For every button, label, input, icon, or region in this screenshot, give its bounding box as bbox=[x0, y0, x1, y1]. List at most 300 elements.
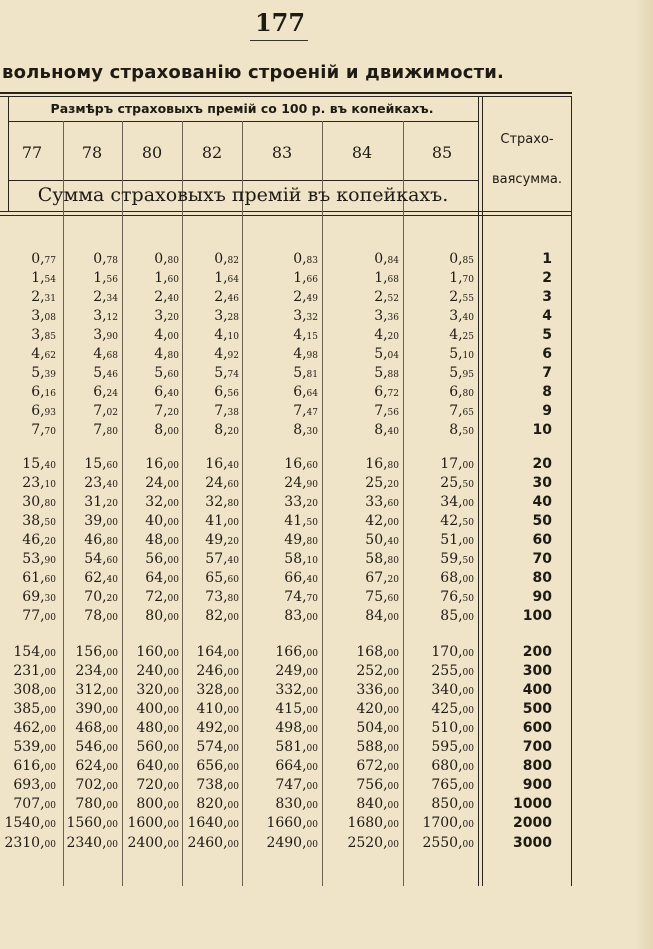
rate-84: 84 bbox=[351, 143, 373, 162]
premium-cell-kopecks: 00 bbox=[167, 782, 179, 793]
premium-cell-kopecks: 00 bbox=[227, 820, 239, 831]
premium-cell-rubles: 581, bbox=[275, 739, 307, 756]
premium-cell-kopecks: 10 bbox=[462, 351, 474, 362]
premium-cell-rubles: 3, bbox=[293, 308, 307, 325]
premium-cell-kopecks: 00 bbox=[387, 725, 399, 736]
page-edge-shadow bbox=[635, 0, 653, 949]
premium-cell-kopecks: 70 bbox=[306, 594, 318, 605]
premium-cell-kopecks: 00 bbox=[227, 613, 239, 624]
premium-cell-kopecks: 36 bbox=[387, 313, 399, 324]
premium-cell-rubles: 34, bbox=[440, 494, 463, 511]
premium-cell-rubles: 74, bbox=[284, 589, 307, 606]
premium-cell-rubles: 154, bbox=[13, 644, 45, 660]
premium-cell-rubles: 1, bbox=[374, 270, 388, 287]
premium-cell-kopecks: 60 bbox=[44, 575, 56, 586]
premium-cell-rubles: 67, bbox=[365, 570, 388, 587]
premium-cell bbox=[319, 269, 399, 287]
premium-cell-kopecks: 25 bbox=[462, 332, 474, 343]
premium-cell-rubles: 3, bbox=[214, 308, 228, 325]
premium-cell-rubles: 5, bbox=[449, 365, 463, 382]
premium-cell-kopecks: 95 bbox=[462, 370, 474, 381]
premium-cell-kopecks: 00 bbox=[227, 839, 239, 850]
premium-cell-kopecks: 72 bbox=[387, 389, 399, 400]
premium-cell-kopecks: 00 bbox=[44, 649, 56, 659]
premium-cell bbox=[394, 455, 474, 473]
premium-cell bbox=[394, 834, 474, 852]
premium-cell-kopecks: 00 bbox=[167, 556, 179, 567]
premium-cell-rubles: 38, bbox=[22, 513, 45, 530]
premium-cell-kopecks: 20 bbox=[167, 408, 179, 419]
premium-cell-kopecks: 34 bbox=[106, 294, 118, 305]
insured-sum-header-line2: ваясумма. bbox=[491, 172, 562, 187]
premium-cell-kopecks: 00 bbox=[387, 820, 399, 831]
insured-sum-cell: 4 bbox=[542, 308, 552, 325]
premium-cell-kopecks: 00 bbox=[227, 687, 239, 698]
insured-sum-cell: 500 bbox=[522, 701, 552, 718]
premium-cell-rubles: 410, bbox=[196, 701, 228, 718]
premium-cell-kopecks: 00 bbox=[462, 668, 474, 679]
premium-cell bbox=[319, 719, 399, 737]
premium-cell-kopecks: 40 bbox=[106, 480, 118, 491]
premium-cell-rubles: 166, bbox=[275, 644, 307, 660]
insured-sum-cell: 1 bbox=[542, 251, 552, 267]
premium-cell-kopecks: 00 bbox=[306, 613, 318, 624]
premium-cell bbox=[394, 326, 474, 344]
premium-cell-rubles: 616, bbox=[13, 758, 45, 775]
premium-cell-rubles: 1660, bbox=[266, 815, 307, 832]
premium-cell-rubles: 16, bbox=[205, 456, 228, 472]
premium-cell bbox=[238, 738, 318, 756]
premium-cell-kopecks: 00 bbox=[462, 687, 474, 698]
premium-cell-kopecks: 00 bbox=[462, 725, 474, 736]
premium-cell-rubles: 3, bbox=[93, 308, 107, 325]
insured-sum-cell: 70 bbox=[532, 551, 552, 568]
premium-cell-kopecks: 00 bbox=[44, 687, 56, 698]
premium-cell-rubles: 24, bbox=[284, 475, 307, 492]
premium-cell bbox=[238, 250, 318, 268]
insured-sum-cell: 90 bbox=[532, 589, 552, 606]
premium-cell-kopecks: 00 bbox=[387, 744, 399, 755]
premium-cell-rubles: 84, bbox=[365, 608, 388, 625]
premium-cell-rubles: 4, bbox=[154, 327, 168, 344]
insured-sum-cell: 800 bbox=[522, 758, 552, 775]
premium-cell-rubles: 85, bbox=[440, 608, 463, 625]
premium-cell bbox=[394, 383, 474, 401]
premium-cell bbox=[319, 569, 399, 587]
premium-cell-rubles: 2490, bbox=[266, 834, 307, 851]
premium-cell-rubles: 1560, bbox=[66, 815, 107, 832]
premium-cell-kopecks: 30 bbox=[44, 594, 56, 605]
premium-cell-rubles: 624, bbox=[75, 758, 107, 775]
premium-cell-rubles: 2400, bbox=[127, 834, 168, 851]
premium-cell-rubles: 6, bbox=[293, 384, 307, 401]
premium-cell-rubles: 61, bbox=[22, 570, 45, 587]
premium-cell-rubles: 492, bbox=[196, 720, 228, 737]
premium-cell-kopecks: 00 bbox=[462, 763, 474, 774]
premium-cell-rubles: 6, bbox=[31, 403, 45, 420]
premium-cell-kopecks: 00 bbox=[167, 820, 179, 831]
premium-cell-rubles: 336, bbox=[356, 682, 388, 699]
premium-cell-kopecks: 00 bbox=[227, 801, 239, 812]
premium-cell-rubles: 340, bbox=[431, 682, 463, 699]
premium-cell bbox=[159, 588, 239, 606]
premium-cell-kopecks: 40 bbox=[387, 537, 399, 548]
premium-cell-rubles: 400, bbox=[136, 701, 168, 718]
premium-cell bbox=[238, 681, 318, 699]
premium-cell-kopecks: 00 bbox=[387, 518, 399, 529]
premium-cell bbox=[394, 531, 474, 549]
premium-cell-rubles: 504, bbox=[356, 720, 388, 737]
premium-cell-rubles: 16, bbox=[145, 456, 168, 472]
premium-cell-kopecks: 00 bbox=[167, 668, 179, 679]
rate-77: 77 bbox=[21, 143, 43, 162]
premium-cell-kopecks: 00 bbox=[462, 744, 474, 755]
premium-cell-kopecks: 90 bbox=[44, 556, 56, 567]
insured-sum-cell: 9 bbox=[542, 403, 552, 420]
premium-cell-rubles: 16, bbox=[284, 456, 307, 472]
premium-cell-rubles: 23, bbox=[22, 475, 45, 492]
insured-sum-cell: 8 bbox=[542, 384, 552, 401]
premium-cell bbox=[159, 757, 239, 775]
premium-cell-kopecks: 00 bbox=[227, 518, 239, 529]
premium-cell bbox=[394, 662, 474, 680]
premium-cell-kopecks: 00 bbox=[106, 649, 118, 659]
insured-sum-cell: 6 bbox=[542, 346, 552, 363]
premium-cell bbox=[159, 834, 239, 852]
premium-cell-kopecks: 00 bbox=[167, 763, 179, 774]
premium-cell-rubles: 70, bbox=[84, 589, 107, 606]
premium-cell-rubles: 468, bbox=[75, 720, 107, 737]
premium-cell bbox=[319, 326, 399, 344]
premium-cell-kopecks: 00 bbox=[167, 332, 179, 343]
premium-cell-rubles: 8, bbox=[293, 422, 307, 439]
premium-cell-rubles: 385, bbox=[13, 701, 45, 718]
premium-cell bbox=[159, 474, 239, 492]
premium-cell-rubles: 4, bbox=[374, 327, 388, 344]
premium-cell-kopecks: 40 bbox=[306, 575, 318, 586]
premium-cell-kopecks: 20 bbox=[167, 313, 179, 324]
premium-cell bbox=[394, 700, 474, 718]
premium-cell-rubles: 480, bbox=[136, 720, 168, 737]
premium-cell bbox=[238, 814, 318, 832]
premium-cell-kopecks: 00 bbox=[167, 649, 179, 659]
premium-cell bbox=[159, 738, 239, 756]
premium-cell-rubles: 2460, bbox=[187, 834, 228, 851]
premium-cell bbox=[394, 307, 474, 325]
premium-cell-kopecks: 40 bbox=[462, 313, 474, 324]
premium-cell bbox=[238, 402, 318, 420]
premium-cell-rubles: 15, bbox=[22, 456, 45, 472]
premium-cell-kopecks: 85 bbox=[44, 332, 56, 343]
premium-cell-rubles: 7, bbox=[214, 403, 228, 420]
premium-cell-rubles: 48, bbox=[145, 532, 168, 549]
premium-cell-kopecks: 00 bbox=[106, 706, 118, 717]
premium-cell-rubles: 49, bbox=[284, 532, 307, 549]
premium-cell-rubles: 51, bbox=[440, 532, 463, 549]
premium-cell-rubles: 25, bbox=[440, 475, 463, 492]
premium-cell bbox=[159, 345, 239, 363]
premium-cell bbox=[394, 681, 474, 699]
premium-cell-rubles: 390, bbox=[75, 701, 107, 718]
premium-cell-rubles: 7, bbox=[374, 403, 388, 420]
premium-cell-rubles: 765, bbox=[431, 777, 463, 794]
premium-cell bbox=[319, 834, 399, 852]
premium-cell-rubles: 7, bbox=[31, 422, 45, 439]
premium-cell-rubles: 0, bbox=[374, 251, 388, 267]
premium-cell bbox=[159, 531, 239, 549]
premium-cell-rubles: 33, bbox=[284, 494, 307, 511]
premium-cell-rubles: 42, bbox=[440, 513, 463, 530]
premium-cell bbox=[394, 250, 474, 268]
premium-cell-rubles: 4, bbox=[293, 327, 307, 344]
premium-cell bbox=[394, 364, 474, 382]
premium-cell-kopecks: 00 bbox=[306, 820, 318, 831]
table-top-rule-thin bbox=[0, 96, 572, 97]
premium-cell-rubles: 49, bbox=[205, 532, 228, 549]
premium-cell bbox=[394, 738, 474, 756]
premium-cell-rubles: 560, bbox=[136, 739, 168, 756]
premium-cell-kopecks: 20 bbox=[387, 575, 399, 586]
premium-cell-kopecks: 50 bbox=[462, 427, 474, 438]
premium-cell-kopecks: 00 bbox=[167, 613, 179, 624]
premium-cell-kopecks: 00 bbox=[44, 613, 56, 624]
premium-cell-rubles: 1, bbox=[293, 270, 307, 287]
premium-cell bbox=[319, 738, 399, 756]
premium-cell-kopecks: 00 bbox=[106, 725, 118, 736]
premium-cell-rubles: 17, bbox=[440, 456, 463, 472]
premium-cell-kopecks: 70 bbox=[44, 427, 56, 438]
premium-cell-kopecks: 15 bbox=[306, 332, 318, 343]
insured-sum-cell: 1000 bbox=[513, 796, 552, 813]
premium-cell-kopecks: 00 bbox=[227, 706, 239, 717]
premium-cell-rubles: 5, bbox=[31, 365, 45, 382]
premium-cell-kopecks: 40 bbox=[167, 389, 179, 400]
premium-cell bbox=[159, 700, 239, 718]
premium-cell-rubles: 693, bbox=[13, 777, 45, 794]
premium-cell bbox=[238, 326, 318, 344]
premium-cell-kopecks: 00 bbox=[44, 763, 56, 774]
premium-cell-kopecks: 20 bbox=[44, 537, 56, 548]
premium-cell-rubles: 1700, bbox=[422, 815, 463, 832]
premium-cell-rubles: 68, bbox=[440, 570, 463, 587]
premium-cell-rubles: 707, bbox=[13, 796, 45, 813]
premium-header-rule bbox=[8, 121, 478, 122]
premium-cell-rubles: 672, bbox=[356, 758, 388, 775]
premium-cell-kopecks: 82 bbox=[227, 256, 239, 266]
premium-cell-kopecks: 00 bbox=[106, 782, 118, 793]
premium-cell-kopecks: 00 bbox=[44, 820, 56, 831]
premium-cell-rubles: 8, bbox=[154, 422, 168, 439]
premium-cell bbox=[238, 643, 318, 661]
premium-cell-kopecks: 80 bbox=[387, 461, 399, 471]
premium-cell-kopecks: 80 bbox=[227, 499, 239, 510]
insured-sum-cell: 50 bbox=[532, 513, 552, 530]
premium-cell-rubles: 249, bbox=[275, 663, 307, 680]
premium-cell bbox=[238, 493, 318, 511]
premium-cell-rubles: 0, bbox=[154, 251, 168, 267]
premium-cell-kopecks: 85 bbox=[462, 256, 474, 266]
premium-cell-kopecks: 64 bbox=[227, 275, 239, 286]
premium-cell-kopecks: 00 bbox=[462, 706, 474, 717]
premium-cell bbox=[394, 814, 474, 832]
premium-cell-rubles: 8, bbox=[449, 422, 463, 439]
premium-cell-kopecks: 00 bbox=[44, 744, 56, 755]
premium-cell-rubles: 4, bbox=[293, 346, 307, 363]
premium-cell bbox=[238, 455, 318, 473]
rate-85: 85 bbox=[431, 143, 453, 162]
premium-cell-kopecks: 00 bbox=[462, 820, 474, 831]
premium-cell-rubles: 76, bbox=[440, 589, 463, 606]
premium-cell-kopecks: 00 bbox=[167, 594, 179, 605]
premium-cell-rubles: 156, bbox=[75, 644, 107, 660]
premium-cell bbox=[238, 607, 318, 625]
premium-cell-kopecks: 90 bbox=[106, 332, 118, 343]
premium-cell-rubles: 664, bbox=[275, 758, 307, 775]
premium-cell-kopecks: 60 bbox=[387, 499, 399, 510]
premium-cell-rubles: 168, bbox=[356, 644, 388, 660]
premium-cell-kopecks: 50 bbox=[44, 518, 56, 529]
premium-cell bbox=[238, 550, 318, 568]
premium-cell bbox=[238, 719, 318, 737]
premium-cell bbox=[394, 345, 474, 363]
premium-cell-kopecks: 50 bbox=[462, 594, 474, 605]
premium-cell bbox=[159, 776, 239, 794]
premium-cell-kopecks: 00 bbox=[167, 706, 179, 717]
premium-cell-rubles: 39, bbox=[84, 513, 107, 530]
premium-cell-kopecks: 60 bbox=[106, 461, 118, 471]
premium-cell-kopecks: 20 bbox=[387, 480, 399, 491]
premium-cell-rubles: 850, bbox=[431, 796, 463, 813]
premium-cell-kopecks: 00 bbox=[44, 668, 56, 679]
premium-cell-rubles: 328, bbox=[196, 682, 228, 699]
premium-cell-kopecks: 00 bbox=[44, 706, 56, 717]
rate-80: 80 bbox=[141, 143, 163, 162]
premium-cell-kopecks: 00 bbox=[462, 839, 474, 850]
premium-cell-rubles: 7, bbox=[154, 403, 168, 420]
premium-cell-rubles: 498, bbox=[275, 720, 307, 737]
premium-cell-kopecks: 50 bbox=[306, 518, 318, 529]
premium-cell bbox=[159, 402, 239, 420]
rate-82: 82 bbox=[201, 143, 223, 162]
premium-cell bbox=[394, 402, 474, 420]
premium-cell-kopecks: 81 bbox=[306, 370, 318, 381]
premium-cell-rubles: 80, bbox=[145, 608, 168, 625]
premium-cell-rubles: 8, bbox=[374, 422, 388, 439]
premium-cell-kopecks: 00 bbox=[44, 801, 56, 812]
premium-cell-kopecks: 00 bbox=[106, 839, 118, 850]
premium-cell-rubles: 0, bbox=[214, 251, 228, 267]
premium-cell bbox=[394, 588, 474, 606]
premium-cell bbox=[238, 569, 318, 587]
premium-cell-kopecks: 00 bbox=[387, 782, 399, 793]
premium-cell-kopecks: 10 bbox=[227, 332, 239, 343]
premium-cell bbox=[319, 662, 399, 680]
premium-cell-kopecks: 00 bbox=[387, 763, 399, 774]
premium-cell-rubles: 58, bbox=[365, 551, 388, 568]
premium-cell-rubles: 640, bbox=[136, 758, 168, 775]
premium-cell-kopecks: 00 bbox=[106, 668, 118, 679]
insured-sum-cell: 20 bbox=[532, 456, 552, 472]
premium-cell-kopecks: 68 bbox=[106, 351, 118, 362]
premium-cell-rubles: 1540, bbox=[4, 815, 45, 832]
premium-cell-rubles: 2550, bbox=[422, 834, 463, 851]
premium-cell-rubles: 78, bbox=[84, 608, 107, 625]
premium-cell bbox=[159, 550, 239, 568]
premium-cell bbox=[319, 607, 399, 625]
premium-cell-kopecks: 80 bbox=[462, 389, 474, 400]
header-bottom-rule-thin bbox=[0, 215, 572, 216]
premium-cell-rubles: 6, bbox=[214, 384, 228, 401]
premium-cell bbox=[394, 569, 474, 587]
premium-cell-rubles: 2340, bbox=[66, 834, 107, 851]
premium-cell-kopecks: 00 bbox=[227, 744, 239, 755]
premium-cell bbox=[238, 307, 318, 325]
premium-cell-rubles: 40, bbox=[145, 513, 168, 530]
premium-cell bbox=[238, 345, 318, 363]
premium-cell-rubles: 1680, bbox=[347, 815, 388, 832]
premium-cell-kopecks: 20 bbox=[306, 499, 318, 510]
premium-cell-kopecks: 10 bbox=[306, 556, 318, 567]
premium-cell bbox=[159, 719, 239, 737]
premium-cell-kopecks: 00 bbox=[387, 613, 399, 624]
premium-cell bbox=[319, 364, 399, 382]
premium-cell-kopecks: 56 bbox=[227, 389, 239, 400]
premium-cell-rubles: 0, bbox=[449, 251, 463, 267]
premium-cell-kopecks: 88 bbox=[387, 370, 399, 381]
premium-cell-rubles: 5, bbox=[449, 346, 463, 363]
premium-cell-kopecks: 60 bbox=[306, 461, 318, 471]
premium-cell bbox=[238, 383, 318, 401]
premium-cell bbox=[238, 474, 318, 492]
premium-cell bbox=[159, 455, 239, 473]
insured-sum-cell: 400 bbox=[522, 682, 552, 699]
premium-cell-kopecks: 24 bbox=[106, 389, 118, 400]
premium-cell-rubles: 820, bbox=[196, 796, 228, 813]
premium-cell-rubles: 1600, bbox=[127, 815, 168, 832]
premium-cell-rubles: 58, bbox=[284, 551, 307, 568]
insured-sum-cell: 30 bbox=[532, 475, 552, 492]
premium-cell-rubles: 4, bbox=[214, 327, 228, 344]
premium-cell-rubles: 6, bbox=[93, 384, 107, 401]
premium-cell-kopecks: 40 bbox=[227, 461, 239, 471]
premium-cell-rubles: 41, bbox=[205, 513, 228, 530]
premium-cell-kopecks: 20 bbox=[106, 499, 118, 510]
premium-cell-rubles: 66, bbox=[284, 570, 307, 587]
running-head: вольному страхованію строеній и движимости. bbox=[2, 62, 505, 83]
premium-cell-rubles: 25, bbox=[365, 475, 388, 492]
premium-cell-rubles: 1, bbox=[93, 270, 107, 287]
premium-cell-rubles: 3, bbox=[154, 308, 168, 325]
premium-cell bbox=[238, 662, 318, 680]
page-number: 177 bbox=[254, 8, 306, 37]
premium-cell-rubles: 2, bbox=[449, 289, 463, 306]
premium-cell bbox=[394, 512, 474, 530]
premium-cell-rubles: 0, bbox=[293, 251, 307, 267]
premium-cell-kopecks: 00 bbox=[306, 744, 318, 755]
premium-cell-kopecks: 52 bbox=[387, 294, 399, 305]
premium-cell bbox=[319, 795, 399, 813]
premium-cell-kopecks: 04 bbox=[387, 351, 399, 362]
premium-cell-kopecks: 80 bbox=[106, 537, 118, 548]
premium-cell-rubles: 840, bbox=[356, 796, 388, 813]
premium-cell-kopecks: 00 bbox=[306, 649, 318, 659]
premium-cell bbox=[159, 288, 239, 306]
premium-cell-rubles: 2520, bbox=[347, 834, 388, 851]
premium-cell-kopecks: 00 bbox=[387, 687, 399, 698]
premium-cell bbox=[159, 681, 239, 699]
premium-cell-kopecks: 00 bbox=[106, 763, 118, 774]
premium-cell-kopecks: 00 bbox=[306, 801, 318, 812]
